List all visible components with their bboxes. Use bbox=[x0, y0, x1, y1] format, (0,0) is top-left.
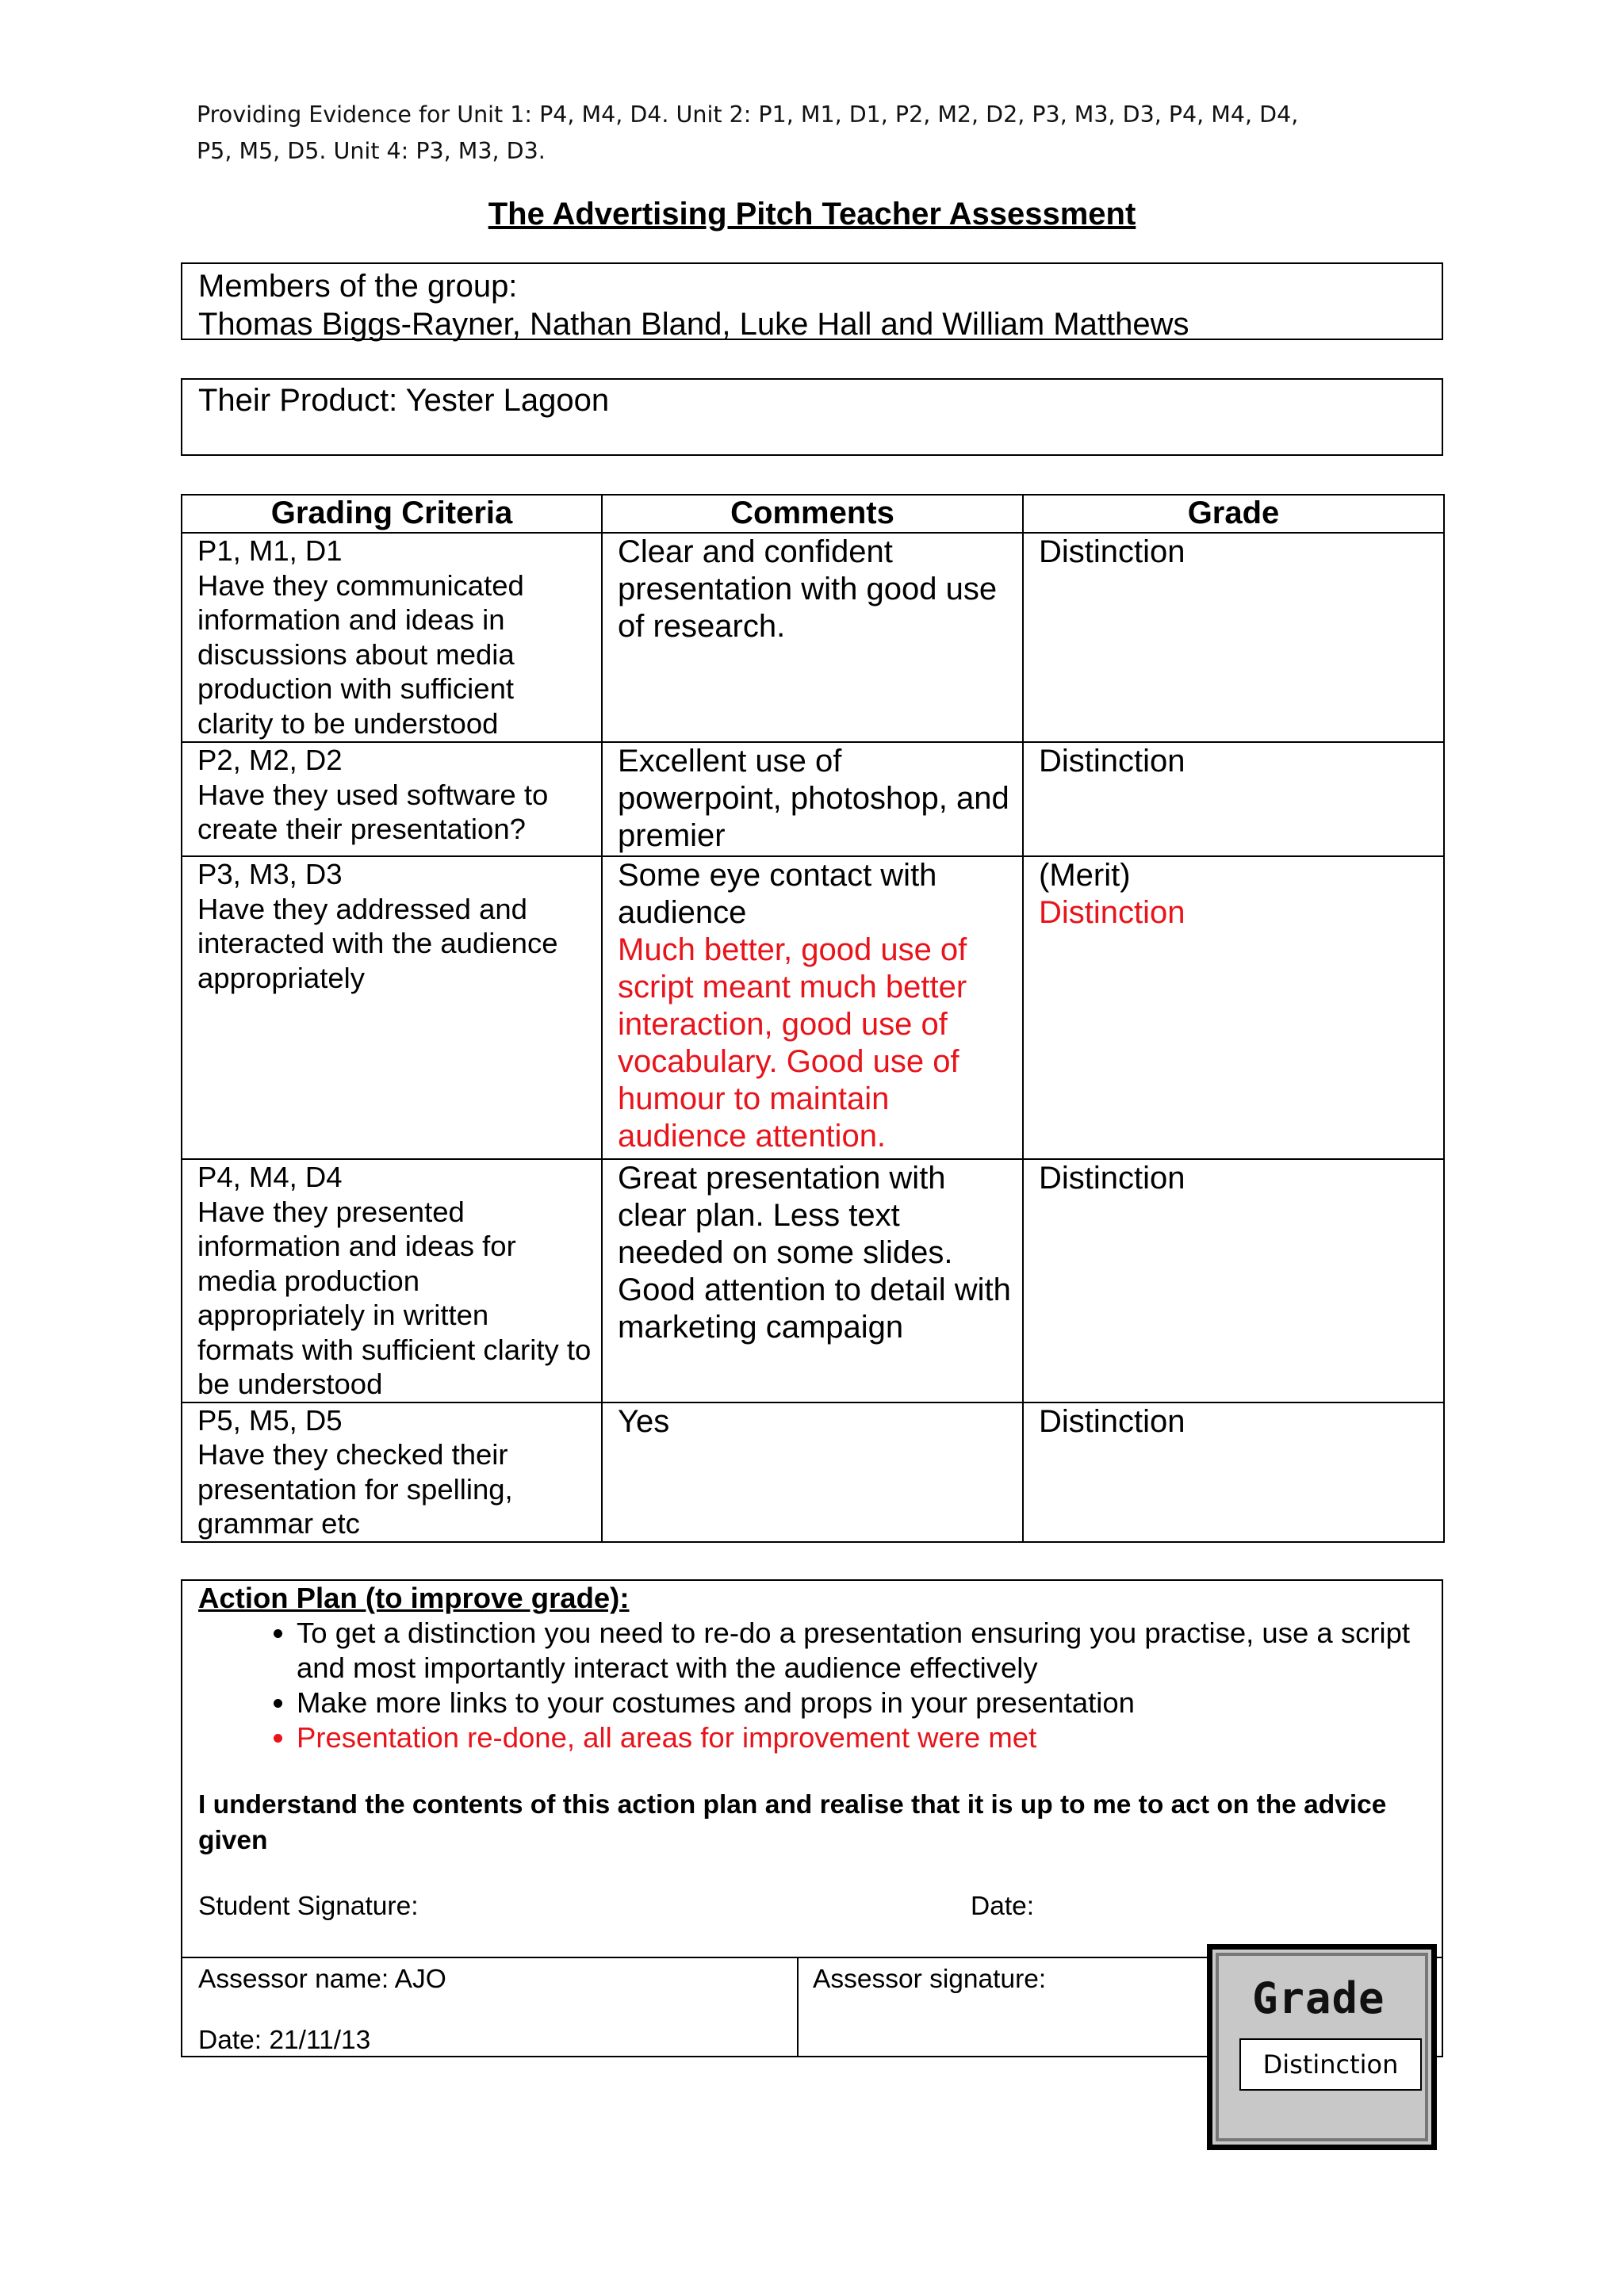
assessor-name: Assessor name: AJO bbox=[198, 1965, 446, 1994]
grade-text: Distinction bbox=[1039, 744, 1185, 779]
page-title: The Advertising Pitch Teacher Assessment bbox=[488, 197, 1136, 232]
members-label: Members of the group: bbox=[198, 269, 518, 304]
product-text: Their Product: Yester Lagoon bbox=[198, 383, 610, 418]
criteria-code: P3, M3, D3 bbox=[197, 858, 343, 890]
grade-stamp-value: Distinction bbox=[1239, 2038, 1422, 2091]
assessor-divider bbox=[797, 1958, 799, 2056]
action-plan-box bbox=[181, 1579, 1443, 1958]
grade-cell bbox=[1023, 1159, 1444, 1402]
criteria-cell bbox=[182, 533, 602, 742]
criteria-cell bbox=[182, 856, 602, 1159]
grade-revised-text: Distinction bbox=[1039, 895, 1185, 930]
evidence-line-2: P5, M5, D5. Unit 4: P3, M3, D3. bbox=[197, 138, 546, 164]
criteria-text: Have they addressed and interacted with the audience appropriately bbox=[197, 892, 558, 994]
action-plan-title: Action Plan (to improve grade): bbox=[198, 1582, 630, 1614]
grading-table bbox=[181, 494, 1445, 1543]
table-row bbox=[182, 856, 1444, 1159]
criteria-code: P2, M2, D2 bbox=[197, 744, 343, 776]
student-date-label: Date: bbox=[971, 1892, 1035, 1921]
student-signature-label: Student Signature: bbox=[198, 1892, 419, 1921]
grade-cell bbox=[1023, 742, 1444, 856]
grade-text: (Merit) bbox=[1039, 858, 1131, 893]
comment-cell bbox=[602, 1402, 1023, 1542]
table-row bbox=[182, 533, 1444, 742]
comment-text: Clear and confident presentation with good use of research. bbox=[618, 534, 998, 644]
header-grading-criteria: Grading Criteria bbox=[182, 495, 602, 533]
criteria-cell bbox=[182, 742, 602, 856]
header-grade: Grade bbox=[1023, 495, 1444, 533]
comment-cell bbox=[602, 533, 1023, 742]
header-comments: Comments bbox=[602, 495, 1023, 533]
grade-text: Distinction bbox=[1039, 1161, 1185, 1196]
comment-text: Great presentation with clear plan. Less text needed on some slides. Good attention to detail with marketing campaign bbox=[618, 1161, 1011, 1345]
action-plan-list bbox=[198, 1616, 1426, 1755]
comment-cell bbox=[602, 856, 1023, 1159]
comment-text: Yes bbox=[618, 1403, 670, 1439]
criteria-code: P4, M4, D4 bbox=[197, 1161, 343, 1193]
grade-cell bbox=[1023, 533, 1444, 742]
criteria-text: Have they presented information and ideas for media production appropriately in written formats with sufficient clarity to be understood bbox=[197, 1195, 592, 1400]
comment-text: Excellent use of powerpoint, photoshop, and premier bbox=[618, 744, 1009, 853]
evidence-line-1: Providing Evidence for Unit 1: P4, M4, D4. Unit 2: P1, M1, D1, P2, M2, D2, P3, M3, D3, P4, M4, D4, bbox=[197, 101, 1299, 128]
evidence-header bbox=[197, 97, 1450, 170]
table-row bbox=[182, 1159, 1444, 1402]
comment-revised-text: Much better, good use of script meant much better interaction, good use of vocabulary. Good use of humour to maintain audience attention. bbox=[618, 932, 967, 1154]
table-row bbox=[182, 1402, 1444, 1542]
grade-text: Distinction bbox=[1039, 534, 1185, 569]
assessor-date: Date: 21/11/13 bbox=[198, 2026, 371, 2055]
members-box bbox=[181, 262, 1443, 340]
criteria-text: Have they checked their presentation for spelling, grammar etc bbox=[197, 1438, 513, 1540]
criteria-cell bbox=[182, 1159, 602, 1402]
grade-stamp bbox=[1207, 1944, 1437, 2150]
grade-cell bbox=[1023, 1402, 1444, 1542]
action-plan-item: • To get a distinction you need to re-do a presentation ensuring you practise, use a script and most importantly interact with the audience effectively bbox=[297, 1616, 1426, 1686]
comment-cell bbox=[602, 1159, 1023, 1402]
criteria-cell bbox=[182, 1402, 602, 1542]
action-plan-item: • Make more links to your costumes and props in your presentation bbox=[297, 1686, 1426, 1720]
comment-cell bbox=[602, 742, 1023, 856]
comment-text: Some eye contact with audience bbox=[618, 858, 937, 930]
product-box bbox=[181, 378, 1443, 456]
table-header-row bbox=[182, 495, 1444, 533]
grade-text: Distinction bbox=[1039, 1403, 1185, 1439]
grade-cell bbox=[1023, 856, 1444, 1159]
criteria-code: P5, M5, D5 bbox=[197, 1403, 343, 1437]
members-names: Thomas Biggs-Rayner, Nathan Bland, Luke Hall and William Matthews bbox=[198, 307, 1189, 342]
grade-stamp-title: Grade bbox=[1252, 1973, 1385, 2023]
action-plan-item-revised: • Presentation re-done, all areas for improvement were met bbox=[297, 1720, 1426, 1755]
understanding-statement: I understand the contents of this action plan and realise that it is up to me to act on the advice given bbox=[198, 1790, 1387, 1855]
criteria-text: Have they communicated information and ideas in discussions about media production with sufficient clarity to be understood bbox=[197, 568, 524, 740]
criteria-text: Have they used software to create their presentation? bbox=[197, 778, 549, 845]
assessor-signature-label: Assessor signature: bbox=[813, 1965, 1047, 1994]
table-row bbox=[182, 742, 1444, 856]
criteria-code: P1, M1, D1 bbox=[197, 534, 343, 567]
